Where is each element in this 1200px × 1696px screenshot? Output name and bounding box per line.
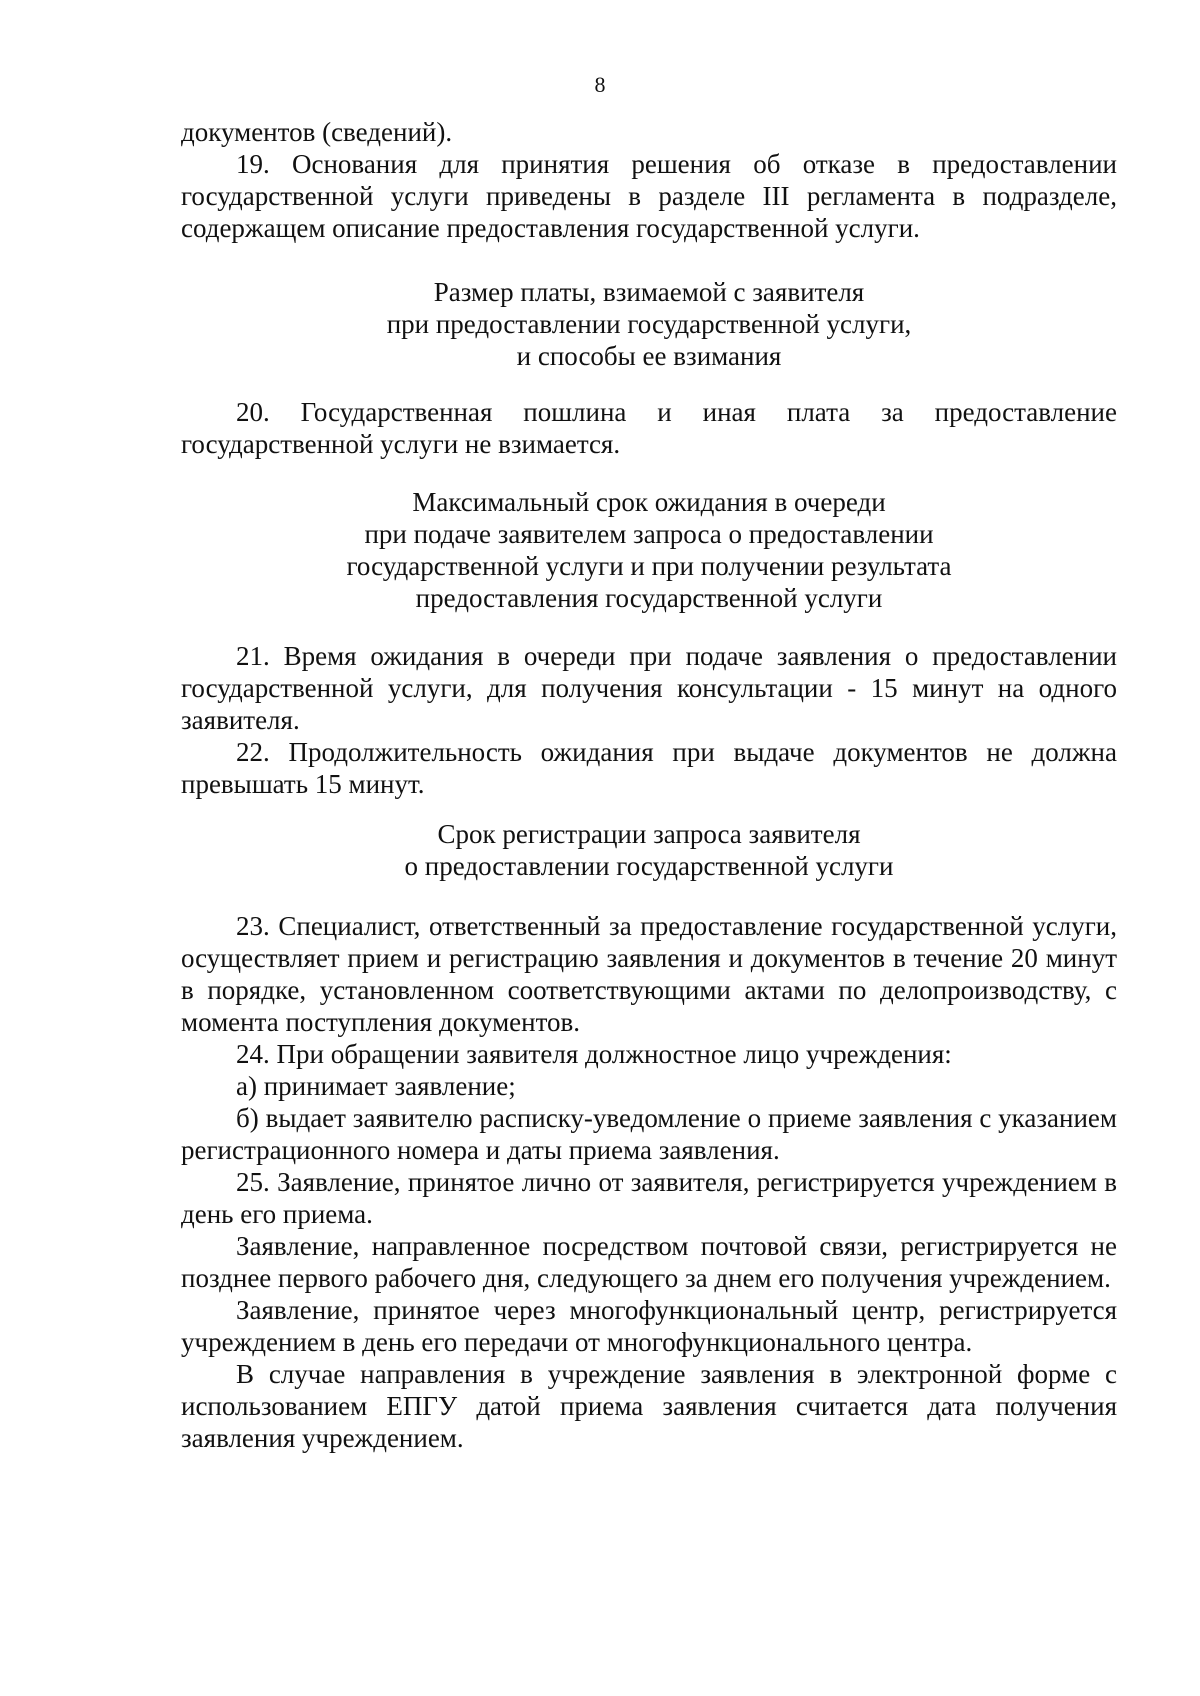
section-heading-registration bbox=[181, 818, 1117, 882]
paragraph-24-a: а) принимает заявление; bbox=[236, 1071, 516, 1101]
section-heading-queue bbox=[181, 486, 1117, 614]
heading-line: Максимальный срок ожидания в очереди bbox=[412, 487, 886, 517]
paragraph-23: 23. Специалист, ответственный за предоставление государственной услуги, осуществляет прием и регистрацию заявления и документов в течение 20 минут в порядке, установленном соответствующими актами по делопроизводству, с момента поступления документов. bbox=[181, 911, 1117, 1037]
paragraph-25-mfc: Заявление, принятое через многофункциональный центр, регистрируется учреждением в день его передачи от многофункционального центра. bbox=[181, 1295, 1117, 1357]
paragraph-24: 24. При обращении заявителя должностное лицо учреждения: bbox=[236, 1039, 952, 1069]
heading-line: о предоставлении государственной услуги bbox=[404, 851, 894, 881]
text-block-4 bbox=[181, 910, 1117, 1454]
page-number: 8 bbox=[594, 72, 606, 97]
paragraph-25-electronic: В случае направления в учреждение заявления в электронной форме с использованием ЕПГУ датой приема заявления считается дата получения заявления учреждением. bbox=[181, 1359, 1117, 1453]
paragraph-21: 21. Время ожидания в очереди при подаче заявления о предоставлении государственной услуги, для получения консультации - 15 минут на одного заявителя. bbox=[181, 641, 1117, 735]
paragraph-22: 22. Продолжительность ожидания при выдаче документов не должна превышать 15 минут. bbox=[181, 737, 1117, 799]
text-block-2 bbox=[181, 396, 1117, 460]
text-block-3 bbox=[181, 640, 1117, 800]
paragraph-continuation: документов (сведений). bbox=[181, 117, 453, 147]
heading-line: предоставления государственной услуги bbox=[415, 583, 883, 613]
paragraph-20: 20. Государственная пошлина и иная плата за предоставление государственной услуги не взимается. bbox=[181, 397, 1117, 459]
heading-line: Размер платы, взимаемой с заявителя bbox=[433, 277, 865, 307]
heading-line: при предоставлении государственной услуги, bbox=[386, 309, 912, 339]
heading-line: при подаче заявителем запроса о предоставлении bbox=[364, 519, 934, 549]
paragraph-19: 19. Основания для принятия решения об отказе в предоставлении государственной услуги приведены в разделе III регламента в подразделе, содержащем описание предоставления государственной услуги. bbox=[181, 149, 1117, 243]
heading-line: Срок регистрации запроса заявителя bbox=[437, 819, 861, 849]
section-heading-fee bbox=[181, 276, 1117, 372]
heading-line: и способы ее взимания bbox=[516, 341, 782, 371]
text-block-1 bbox=[181, 116, 1117, 244]
paragraph-25: 25. Заявление, принятое лично от заявителя, регистрируется учреждением в день его приема. bbox=[181, 1167, 1117, 1229]
paragraph-24-b: б) выдает заявителю расписку-уведомление о приеме заявления с указанием регистрационного номера и даты приема заявления. bbox=[181, 1103, 1117, 1165]
heading-line: государственной услуги и при получении результата bbox=[346, 551, 952, 581]
paragraph-25-postal: Заявление, направленное посредством почтовой связи, регистрируется не позднее первого рабочего дня, следующего за днем его получения учреждением. bbox=[181, 1231, 1117, 1293]
